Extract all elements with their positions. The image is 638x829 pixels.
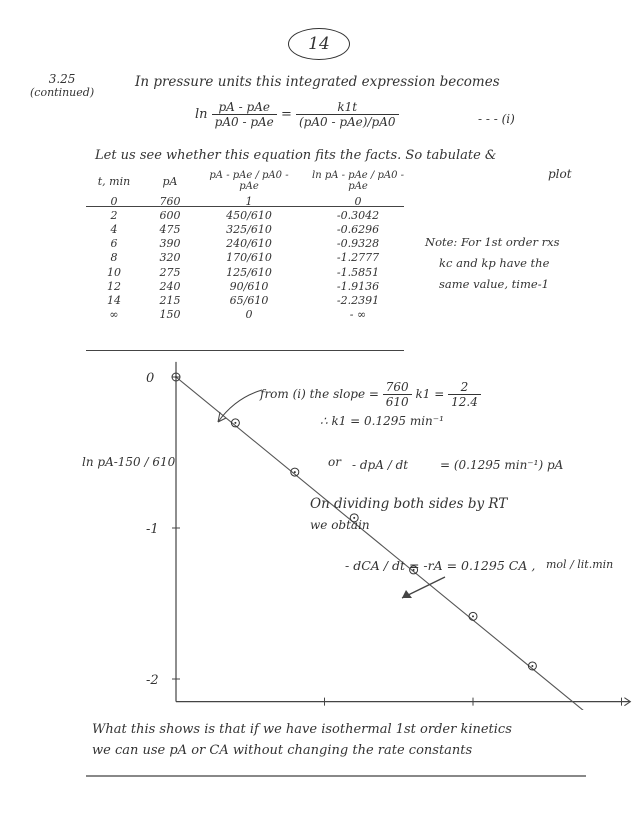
cell-ln: 0 (354, 194, 362, 208)
rate-lhs: - dpA / dt (352, 458, 409, 472)
cell-ln: -1.2777 (336, 251, 380, 265)
equation-rhs-den: (pA0 - pAe)/pA0 (298, 115, 396, 129)
table-row (86, 293, 416, 307)
table-header-ln: ln pA - pAe / pA0 - pAe (312, 170, 404, 192)
slope-val-den: 12.4 (451, 395, 478, 409)
equation-lhs-den: pA0 - pAe (214, 115, 274, 129)
final-equation: - dCA / dt = -rA = 0.1295 CA , (345, 558, 536, 573)
table-header-ratio: pA - pAe / pA0 - pAe (209, 170, 289, 192)
or-text: or (328, 455, 341, 469)
note-line-2: kc and kp have the (439, 256, 550, 270)
tabulate-text: Let us see whether this equation fits the facts. So tabulate & (95, 148, 497, 163)
cell-t: 4 (110, 222, 118, 236)
table-header-t: t, min (97, 174, 131, 188)
data-point-dot (294, 471, 296, 473)
cell-ratio: 1 (245, 194, 253, 208)
y-tick-label: -2 (146, 673, 159, 688)
cell-ratio: 125/610 (226, 265, 272, 279)
cell-ln: -0.6296 (336, 222, 380, 236)
note-box (425, 232, 560, 295)
data-table (86, 170, 416, 322)
chart (0, 360, 638, 710)
cell-t: 12 (107, 279, 121, 293)
cell-ratio: 240/610 (226, 237, 272, 251)
slope-k: k1 = (415, 387, 445, 401)
table-bottom-rule (86, 350, 404, 351)
cell-t: 2 (110, 208, 118, 222)
data-point-dot (472, 615, 474, 617)
y-tick-label: 0 (146, 371, 155, 386)
slope-frac (383, 380, 412, 409)
conclusion-line-2: we can use pA or CA without changing the rate constants (92, 743, 473, 758)
cell-ln: -0.3042 (336, 208, 380, 222)
table-header-rule (86, 206, 404, 207)
note-line-1: Note: For 1st order rxs (425, 235, 560, 249)
slope-frac-den: 610 (385, 395, 409, 409)
equation-lhs-num: pA - pAe (212, 100, 277, 115)
table-row (86, 308, 416, 322)
final-units: mol / lit.min (546, 558, 614, 571)
table-row (86, 208, 416, 222)
cell-pa: 275 (159, 265, 181, 279)
problem-number: 3.25 (48, 72, 76, 86)
equation-rhs (296, 100, 399, 129)
cell-ratio: 170/610 (226, 251, 272, 265)
cell-ratio: 450/610 (226, 208, 272, 222)
cell-ln: -1.5851 (336, 265, 380, 279)
equation-rhs-num: k1t (296, 100, 399, 115)
cell-pa: 150 (159, 308, 181, 322)
equation-ln: ln (195, 107, 208, 122)
equation-lhs (212, 100, 277, 129)
slope-val-num: 2 (448, 380, 481, 395)
bottom-rule (86, 775, 586, 777)
cell-ln: -1.9136 (336, 279, 380, 293)
chart-ylabel: ln pA-150 / 610 (82, 455, 176, 469)
equation-equals: = (280, 107, 292, 122)
tabulate-plot-word: plot (548, 167, 572, 181)
table-row (86, 222, 416, 236)
problem-label (30, 72, 94, 99)
y-tick-label: -1 (146, 522, 159, 537)
slope-val (448, 380, 481, 409)
cell-pa: 600 (159, 208, 181, 222)
slope-annotation (260, 380, 481, 409)
problem-continued: (continued) (30, 86, 95, 99)
data-point-dot (234, 422, 236, 424)
equation-tag: - - - (i) (478, 112, 515, 126)
cell-ln: -0.9328 (336, 237, 380, 251)
cell-pa: 240 (159, 279, 181, 293)
cell-pa: 760 (159, 194, 181, 208)
cell-t: 8 (110, 251, 118, 265)
slope-text: from (i) the slope = (260, 387, 379, 401)
data-point-dot (531, 665, 533, 667)
k-result: ∴ k1 = 0.1295 min⁻¹ (320, 414, 444, 428)
intro-text: In pressure units this integrated expression becomes (135, 74, 500, 90)
table-header-row (86, 170, 416, 194)
rate-rhs: = (0.1295 min⁻¹) pA (440, 458, 564, 472)
table-header-pa: pA (162, 174, 178, 188)
cell-t: 0 (110, 194, 118, 208)
cell-ratio: 90/610 (229, 279, 269, 293)
cell-ln: - ∞ (349, 308, 367, 322)
cell-t: 10 (107, 265, 121, 279)
equation-main (195, 100, 399, 129)
table-row (86, 265, 416, 279)
cell-t: 6 (110, 237, 118, 251)
cell-ratio: 65/610 (229, 293, 269, 307)
obtain-text: we obtain (310, 518, 370, 532)
cell-pa: 475 (159, 222, 181, 236)
conclusion-line-1: What this shows is that if we have isothermal 1st order kinetics (92, 722, 512, 737)
slope-frac-num: 760 (383, 380, 412, 395)
cell-t: 14 (107, 293, 121, 307)
table-row (86, 279, 416, 293)
page-number: 14 (288, 28, 350, 60)
cell-ratio: 0 (245, 308, 253, 322)
cell-ratio: 325/610 (226, 222, 272, 236)
note-line-3: same value, time-1 (439, 277, 549, 291)
cell-pa: 390 (159, 237, 181, 251)
dividing-text: On dividing both sides by RT (310, 496, 508, 512)
cell-ln: -2.2391 (336, 293, 380, 307)
cell-t: ∞ (109, 308, 119, 322)
cell-pa: 215 (159, 293, 181, 307)
cell-pa: 320 (159, 251, 181, 265)
table-row (86, 237, 416, 251)
data-point-dot (175, 376, 177, 378)
table-row (86, 251, 416, 265)
